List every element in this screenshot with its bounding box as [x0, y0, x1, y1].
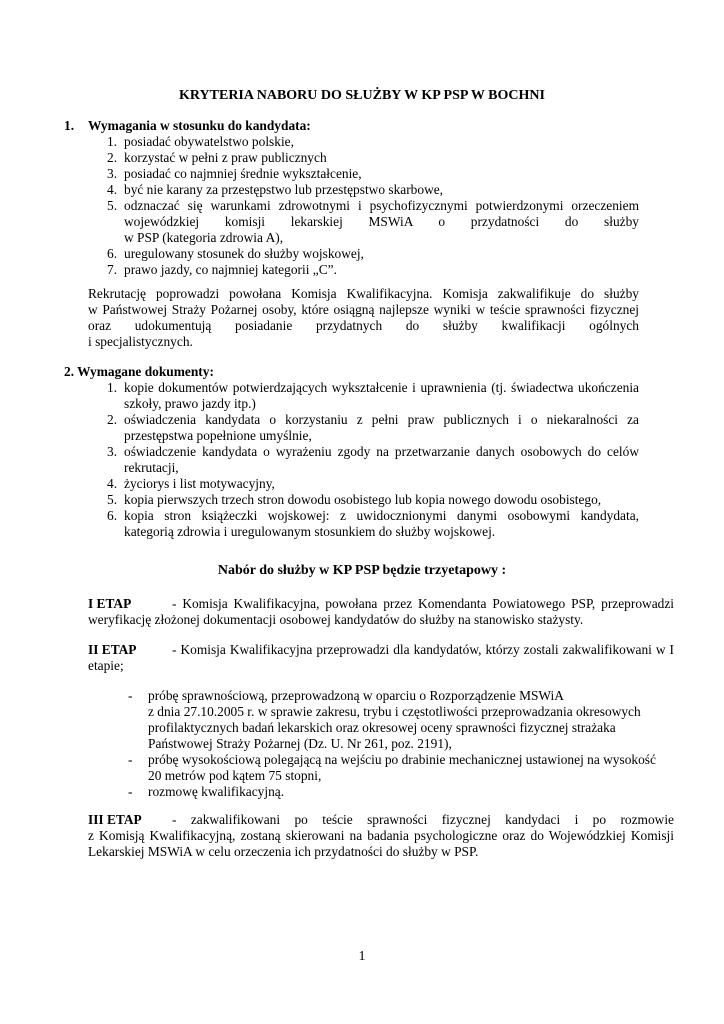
list-item	[107, 492, 639, 508]
item-text: być nie karany za przestępstwo lub przestępstwo skarbowe,	[124, 182, 444, 197]
item-number: 5.	[107, 492, 118, 507]
list-item	[107, 444, 639, 476]
item-text-line: kopie dokumentów potwierdzających wykształcenie i uprawnienia (tj. świadectwa ukończenia	[124, 380, 639, 395]
item-text-line: rekrutacji,	[124, 460, 179, 475]
item-text-line: kopia pierwszych trzech stron dowodu osobistego lub kopia nowego dowodu osobistego,	[124, 492, 602, 507]
etap2-line: - Komisja Kwalifikacyjna przeprowadzi dla kandydatów, którzy zostali zakwalifikowani w I	[172, 642, 674, 657]
item-number: 3.	[107, 444, 118, 459]
item-text: korzystać w pełni z praw publicznych	[124, 150, 327, 165]
list-item	[107, 182, 639, 198]
etap3-line: - zakwalifikowani po teście sprawności fizycznej kandydaci i po rozmowie	[172, 812, 674, 827]
requirements-list	[107, 134, 639, 278]
list-item	[107, 508, 639, 540]
dash-bullet: -	[128, 784, 133, 799]
item-number: 5.	[107, 198, 118, 213]
list-item	[107, 262, 639, 278]
list-item	[128, 752, 680, 784]
item-number: 6.	[107, 246, 118, 261]
item-text-line: w PSP (kategoria zdrowia A),	[124, 230, 284, 245]
item-number: 1.	[107, 134, 118, 149]
list-item	[107, 380, 639, 412]
etap1-line: weryfikację złożonej dokumentacji osobowej kandydatów do służby na stanowisko stażysty.	[88, 612, 584, 627]
item-text-line: przestępstwa popełnione umyślnie,	[124, 428, 312, 443]
page-number: 1	[358, 949, 366, 964]
etap1-label: I ETAP	[88, 596, 132, 611]
item-text-line: szkoły, prawo jazdy itp.)	[124, 396, 256, 411]
item-number: 6.	[107, 508, 118, 523]
item-text: posiadać co najmniej średnie wykształcenie,	[124, 166, 362, 181]
item-text-line: profilaktycznych badań lekarskich oraz okresowej oceny sprawności fizycznej strażaka	[148, 720, 616, 735]
etap1-block	[88, 596, 674, 628]
item-text-line: próbę wysokościową polegającą na wejściu po drabinie mechanicznej ustawionej na wysokość	[148, 752, 656, 767]
list-item	[128, 688, 680, 752]
etap2-block	[88, 642, 674, 674]
etap2-line: etapie;	[88, 658, 124, 673]
list-item	[107, 476, 639, 492]
item-text-line: życiorys i list motywacyjny,	[124, 476, 275, 491]
etap3-line: z Komisją Kwalifikacyjną, zostaną skierowani na badania psychologiczne oraz do Wojewódzkiej Komisji	[88, 828, 674, 843]
item-text-line: 20 metrów pod kątem 75 stopni,	[148, 768, 322, 783]
list-item	[128, 784, 680, 800]
paragraph-line: i specjalistycznych.	[88, 334, 193, 349]
item-text-line: wojewódzkiej komisji lekarskiej MSWiA o przydatności do służby	[124, 214, 639, 229]
item-number: 2.	[107, 150, 118, 165]
etap2-tests-list	[128, 688, 680, 800]
item-number: 4.	[107, 476, 118, 491]
section1-number: 1.	[64, 118, 75, 133]
list-item	[107, 150, 639, 166]
item-number: 3.	[107, 166, 118, 181]
item-text-line: Państwowej Straży Pożarnej (Dz. U. Nr 261, poz. 2191),	[148, 736, 452, 751]
item-number: 1.	[107, 380, 118, 395]
recruitment-paragraph	[88, 286, 639, 350]
list-item	[107, 246, 639, 262]
item-text: posiadać obywatelstwo polskie,	[124, 134, 294, 149]
item-text-line: próbę sprawnościową, przeprowadzoną w oparciu o Rozporządzenie MSWiA	[148, 688, 564, 703]
item-text-line: oświadczenia kandydata o korzystaniu z pełni praw publicznych i o niekaralności za	[124, 412, 639, 427]
dash-bullet: -	[128, 688, 133, 703]
item-text-line: kopia stron książeczki wojskowej: z uwidocznionymi danymi osobowymi kandydata,	[124, 508, 639, 523]
item-number: 4.	[107, 182, 118, 197]
document-title: KRYTERIA NABORU DO SŁUŻBY W KP PSP W BOCHNI	[179, 88, 545, 103]
etap3-label: III ETAP	[88, 812, 142, 827]
item-text: prawo jazdy, co najmniej kategorii „C”.	[124, 262, 337, 277]
etap3-line: Lekarskiej MSWiA w celu orzeczenia ich przydatności do służby w PSP.	[88, 844, 479, 859]
etap2-label: II ETAP	[88, 642, 137, 657]
item-text-line: kategorią zdrowia i uregulowanym stosunkiem do służby wojskowej.	[124, 524, 496, 539]
item-text-line: oświadczenie kandydata o wyrażeniu zgody na przetwarzanie danych osobowych do celów	[124, 444, 639, 459]
section2-heading: 2. Wymagane dokumenty:	[64, 364, 214, 379]
item-text-line: z dnia 27.10.2005 r. w sprawie zakresu, trybu i częstotliwości przeprowadzania okresowych	[148, 704, 641, 719]
dash-bullet: -	[128, 752, 133, 767]
paragraph-line: w Państwowej Straży Pożarnej osoby, które osiągną najlepsze wyniki w teście sprawności fizycznej	[88, 302, 639, 317]
nabor-heading: Nabór do służby w KP PSP będzie trzyetapowy :	[217, 563, 507, 578]
list-item	[107, 166, 639, 182]
etap3-block	[88, 812, 674, 860]
item-text-line: rozmowę kwalifikacyjną.	[148, 784, 285, 799]
etap1-line: - Komisja Kwalifikacyjna, powołana przez Komendanta Powiatowego PSP, przeprowadzi	[172, 596, 674, 611]
item-text-line: odznaczać się warunkami zdrowotnymi i psychofizycznymi potwierdzonymi orzeczeniem	[124, 198, 639, 213]
item-text: uregulowany stosunek do służby wojskowej,	[124, 246, 364, 261]
item-number: 7.	[107, 262, 118, 277]
item-number: 2.	[107, 412, 118, 427]
list-item	[107, 134, 639, 150]
paragraph-line: Rekrutację poprowadzi powołana Komisja Kwalifikacyjna. Komisja zakwalifikuje do służby	[88, 286, 639, 301]
section1-heading: Wymagania w stosunku do kandydata:	[88, 118, 311, 133]
list-item	[107, 198, 639, 246]
paragraph-line: oraz udokumentują posiadanie przydatnych do służby kwalifikacji ogólnych	[88, 318, 639, 333]
documents-list	[107, 380, 639, 540]
list-item	[107, 412, 639, 444]
